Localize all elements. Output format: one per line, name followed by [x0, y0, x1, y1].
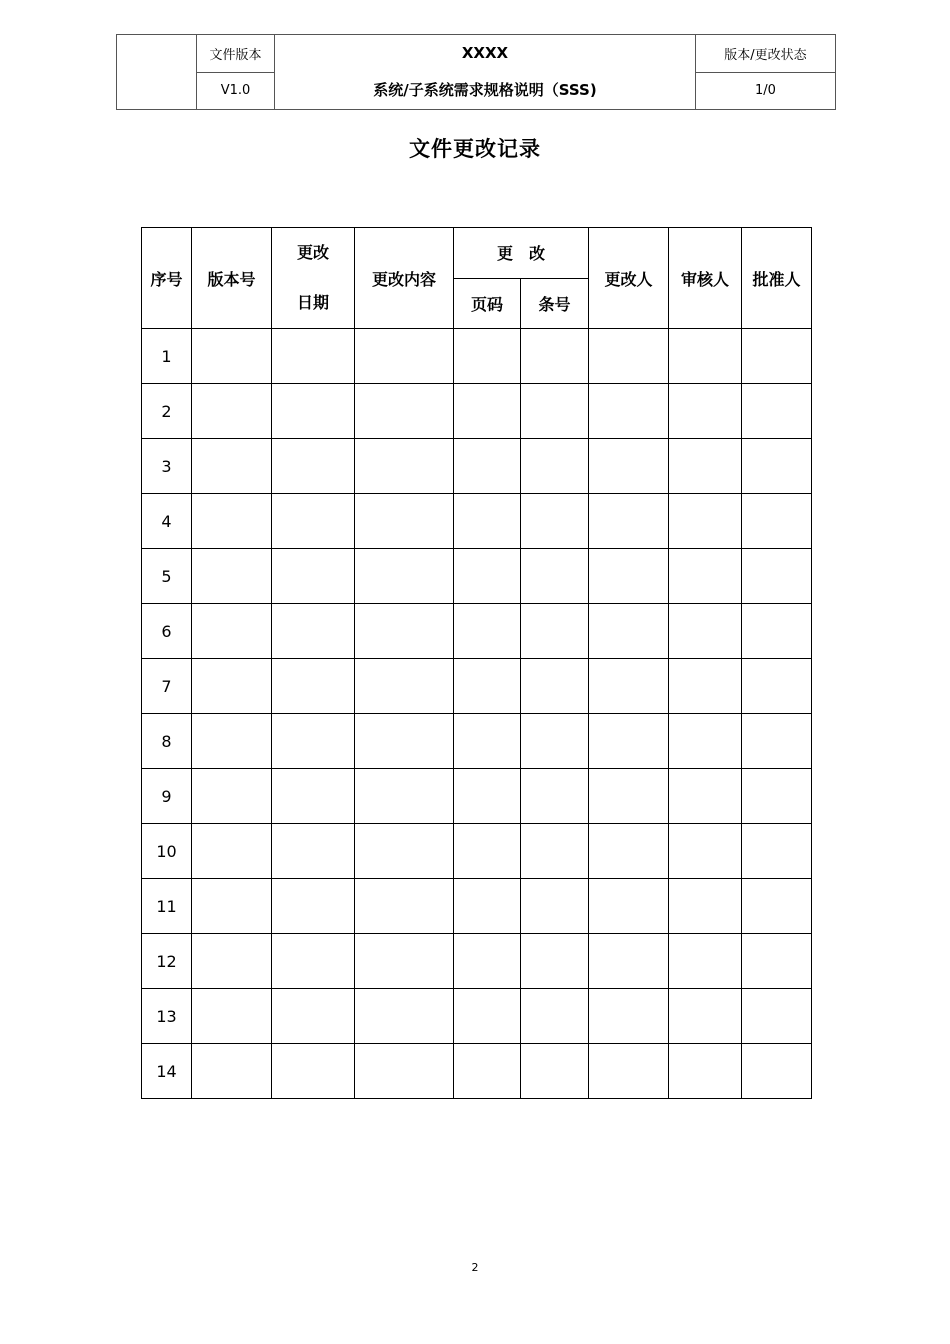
cell-clause[interactable] [521, 1044, 589, 1099]
cell-approver[interactable] [742, 989, 812, 1044]
cell-reviewer[interactable] [669, 769, 742, 824]
cell-changer[interactable] [589, 439, 669, 494]
cell-date[interactable] [272, 659, 355, 714]
row-seq-number: 12 [142, 934, 192, 989]
cell-page[interactable] [454, 439, 521, 494]
cell-reviewer[interactable] [669, 384, 742, 439]
cell-content[interactable] [355, 879, 454, 934]
cell-date[interactable] [272, 549, 355, 604]
title-bottom: 系统/子系统需求规格说明（SSS) [373, 81, 597, 99]
cell-reviewer[interactable] [669, 1044, 742, 1099]
cell-reviewer[interactable] [669, 934, 742, 989]
row-seq-number: 14 [142, 1044, 192, 1099]
page-number: 2 [471, 1261, 479, 1274]
title-top: XXXX [461, 44, 509, 62]
cell-reviewer[interactable] [669, 439, 742, 494]
cell-date[interactable] [272, 1044, 355, 1099]
cell-approver[interactable] [742, 769, 812, 824]
row-seq-number: 2 [142, 384, 192, 439]
cell-clause[interactable] [521, 824, 589, 879]
table-row [142, 824, 812, 879]
cell-clause[interactable] [521, 714, 589, 769]
cell-page[interactable] [454, 714, 521, 769]
cell-approver[interactable] [742, 439, 812, 494]
table-row [142, 549, 812, 604]
cell-reviewer[interactable] [669, 989, 742, 1044]
cell-approver[interactable] [742, 384, 812, 439]
cell-date[interactable] [272, 879, 355, 934]
cell-version[interactable] [192, 714, 272, 769]
cell-version[interactable] [192, 934, 272, 989]
cell-approver[interactable] [742, 934, 812, 989]
change-record-rows [142, 329, 812, 1099]
col-header-date-line1: 更改 [296, 243, 329, 262]
cell-approver[interactable] [742, 824, 812, 879]
cell-date[interactable] [272, 769, 355, 824]
row-seq-number: 6 [142, 604, 192, 659]
cell-content[interactable] [355, 439, 454, 494]
status-label: 版本/更改状态 [696, 35, 836, 73]
cell-date[interactable] [272, 329, 355, 384]
cell-page[interactable] [454, 934, 521, 989]
col-header-change-group: 更 改 [454, 228, 589, 279]
cell-version[interactable] [192, 824, 272, 879]
document-header [116, 34, 836, 110]
cell-page[interactable] [454, 384, 521, 439]
cell-clause[interactable] [521, 659, 589, 714]
col-header-reviewer: 审核人 [669, 228, 742, 329]
cell-approver[interactable] [742, 549, 812, 604]
table-row [142, 879, 812, 934]
document-title [275, 35, 696, 110]
cell-reviewer[interactable] [669, 549, 742, 604]
cell-reviewer[interactable] [669, 329, 742, 384]
cell-date[interactable] [272, 604, 355, 659]
row-seq-number: 10 [142, 824, 192, 879]
cell-page[interactable] [454, 549, 521, 604]
cell-content[interactable] [355, 934, 454, 989]
logo-cell [117, 35, 197, 110]
cell-approver[interactable] [742, 494, 812, 549]
table-row [142, 934, 812, 989]
cell-approver[interactable] [742, 329, 812, 384]
cell-content[interactable] [355, 769, 454, 824]
table-row [142, 604, 812, 659]
table-row [142, 659, 812, 714]
cell-reviewer[interactable] [669, 494, 742, 549]
cell-clause[interactable] [521, 549, 589, 604]
row-seq-number: 4 [142, 494, 192, 549]
cell-date[interactable] [272, 824, 355, 879]
table-row [142, 714, 812, 769]
cell-page[interactable] [454, 329, 521, 384]
cell-version[interactable] [192, 549, 272, 604]
cell-clause[interactable] [521, 989, 589, 1044]
cell-date[interactable] [272, 714, 355, 769]
col-header-content: 更改内容 [355, 228, 454, 329]
cell-reviewer[interactable] [669, 879, 742, 934]
cell-changer[interactable] [589, 769, 669, 824]
cell-page[interactable] [454, 1044, 521, 1099]
table-row [142, 384, 812, 439]
cell-version[interactable] [192, 329, 272, 384]
row-seq-number: 11 [142, 879, 192, 934]
row-seq-number: 7 [142, 659, 192, 714]
cell-date[interactable] [272, 494, 355, 549]
cell-approver[interactable] [742, 879, 812, 934]
table-row [142, 329, 812, 384]
cell-version[interactable] [192, 604, 272, 659]
cell-clause[interactable] [521, 384, 589, 439]
cell-changer[interactable] [589, 879, 669, 934]
cell-changer[interactable] [589, 1044, 669, 1099]
cell-date[interactable] [272, 384, 355, 439]
cell-changer[interactable] [589, 714, 669, 769]
cell-content[interactable] [355, 494, 454, 549]
cell-changer[interactable] [589, 384, 669, 439]
row-seq-number: 13 [142, 989, 192, 1044]
cell-clause[interactable] [521, 879, 589, 934]
cell-reviewer[interactable] [669, 714, 742, 769]
cell-changer[interactable] [589, 989, 669, 1044]
cell-page[interactable] [454, 769, 521, 824]
cell-clause[interactable] [521, 329, 589, 384]
status-value: 1/0 [696, 72, 836, 110]
cell-version[interactable] [192, 1044, 272, 1099]
cell-changer[interactable] [589, 329, 669, 384]
cell-page[interactable] [454, 659, 521, 714]
cell-version[interactable] [192, 989, 272, 1044]
cell-version[interactable] [192, 879, 272, 934]
cell-date[interactable] [272, 439, 355, 494]
cell-clause[interactable] [521, 604, 589, 659]
cell-content[interactable] [355, 1044, 454, 1099]
cell-page[interactable] [454, 879, 521, 934]
cell-content[interactable] [355, 714, 454, 769]
cell-content[interactable] [355, 824, 454, 879]
col-header-changer: 更改人 [589, 228, 669, 329]
cell-content[interactable] [355, 329, 454, 384]
col-header-page: 页码 [454, 278, 521, 329]
cell-clause[interactable] [521, 934, 589, 989]
row-seq-number: 9 [142, 769, 192, 824]
col-header-clause: 条号 [521, 278, 589, 329]
cell-version[interactable] [192, 769, 272, 824]
cell-approver[interactable] [742, 1044, 812, 1099]
cell-page[interactable] [454, 604, 521, 659]
cell-clause[interactable] [521, 494, 589, 549]
row-seq-number: 3 [142, 439, 192, 494]
table-row [142, 494, 812, 549]
cell-page[interactable] [454, 494, 521, 549]
col-header-date-line2: 日期 [296, 293, 329, 312]
cell-changer[interactable] [589, 934, 669, 989]
cell-reviewer[interactable] [669, 659, 742, 714]
cell-changer[interactable] [589, 494, 669, 549]
cell-approver[interactable] [742, 714, 812, 769]
cell-page[interactable] [454, 824, 521, 879]
col-header-version: 版本号 [192, 228, 272, 329]
table-row [142, 1044, 812, 1099]
cell-changer[interactable] [589, 659, 669, 714]
row-seq-number: 5 [142, 549, 192, 604]
table-row [142, 769, 812, 824]
doc-version-value: V1.0 [197, 72, 275, 110]
row-seq-number: 1 [142, 329, 192, 384]
cell-content[interactable] [355, 604, 454, 659]
cell-version[interactable] [192, 384, 272, 439]
cell-content[interactable] [355, 659, 454, 714]
cell-clause[interactable] [521, 439, 589, 494]
doc-version-label: 文件版本 [197, 35, 275, 73]
change-record-table [141, 227, 812, 1099]
cell-clause[interactable] [521, 769, 589, 824]
cell-content[interactable] [355, 989, 454, 1044]
cell-version[interactable] [192, 494, 272, 549]
cell-content[interactable] [355, 549, 454, 604]
cell-approver[interactable] [742, 659, 812, 714]
cell-changer[interactable] [589, 604, 669, 659]
col-header-date [272, 228, 355, 329]
cell-version[interactable] [192, 659, 272, 714]
col-header-approver: 批准人 [742, 228, 812, 329]
cell-page[interactable] [454, 989, 521, 1044]
cell-reviewer[interactable] [669, 824, 742, 879]
cell-changer[interactable] [589, 824, 669, 879]
cell-approver[interactable] [742, 604, 812, 659]
cell-changer[interactable] [589, 549, 669, 604]
cell-date[interactable] [272, 934, 355, 989]
cell-version[interactable] [192, 439, 272, 494]
col-header-seq: 序号 [142, 228, 192, 329]
page-title: 文件更改记录 [409, 137, 541, 161]
cell-reviewer[interactable] [669, 604, 742, 659]
table-row [142, 439, 812, 494]
cell-content[interactable] [355, 384, 454, 439]
row-seq-number: 8 [142, 714, 192, 769]
cell-date[interactable] [272, 989, 355, 1044]
table-row [142, 989, 812, 1044]
